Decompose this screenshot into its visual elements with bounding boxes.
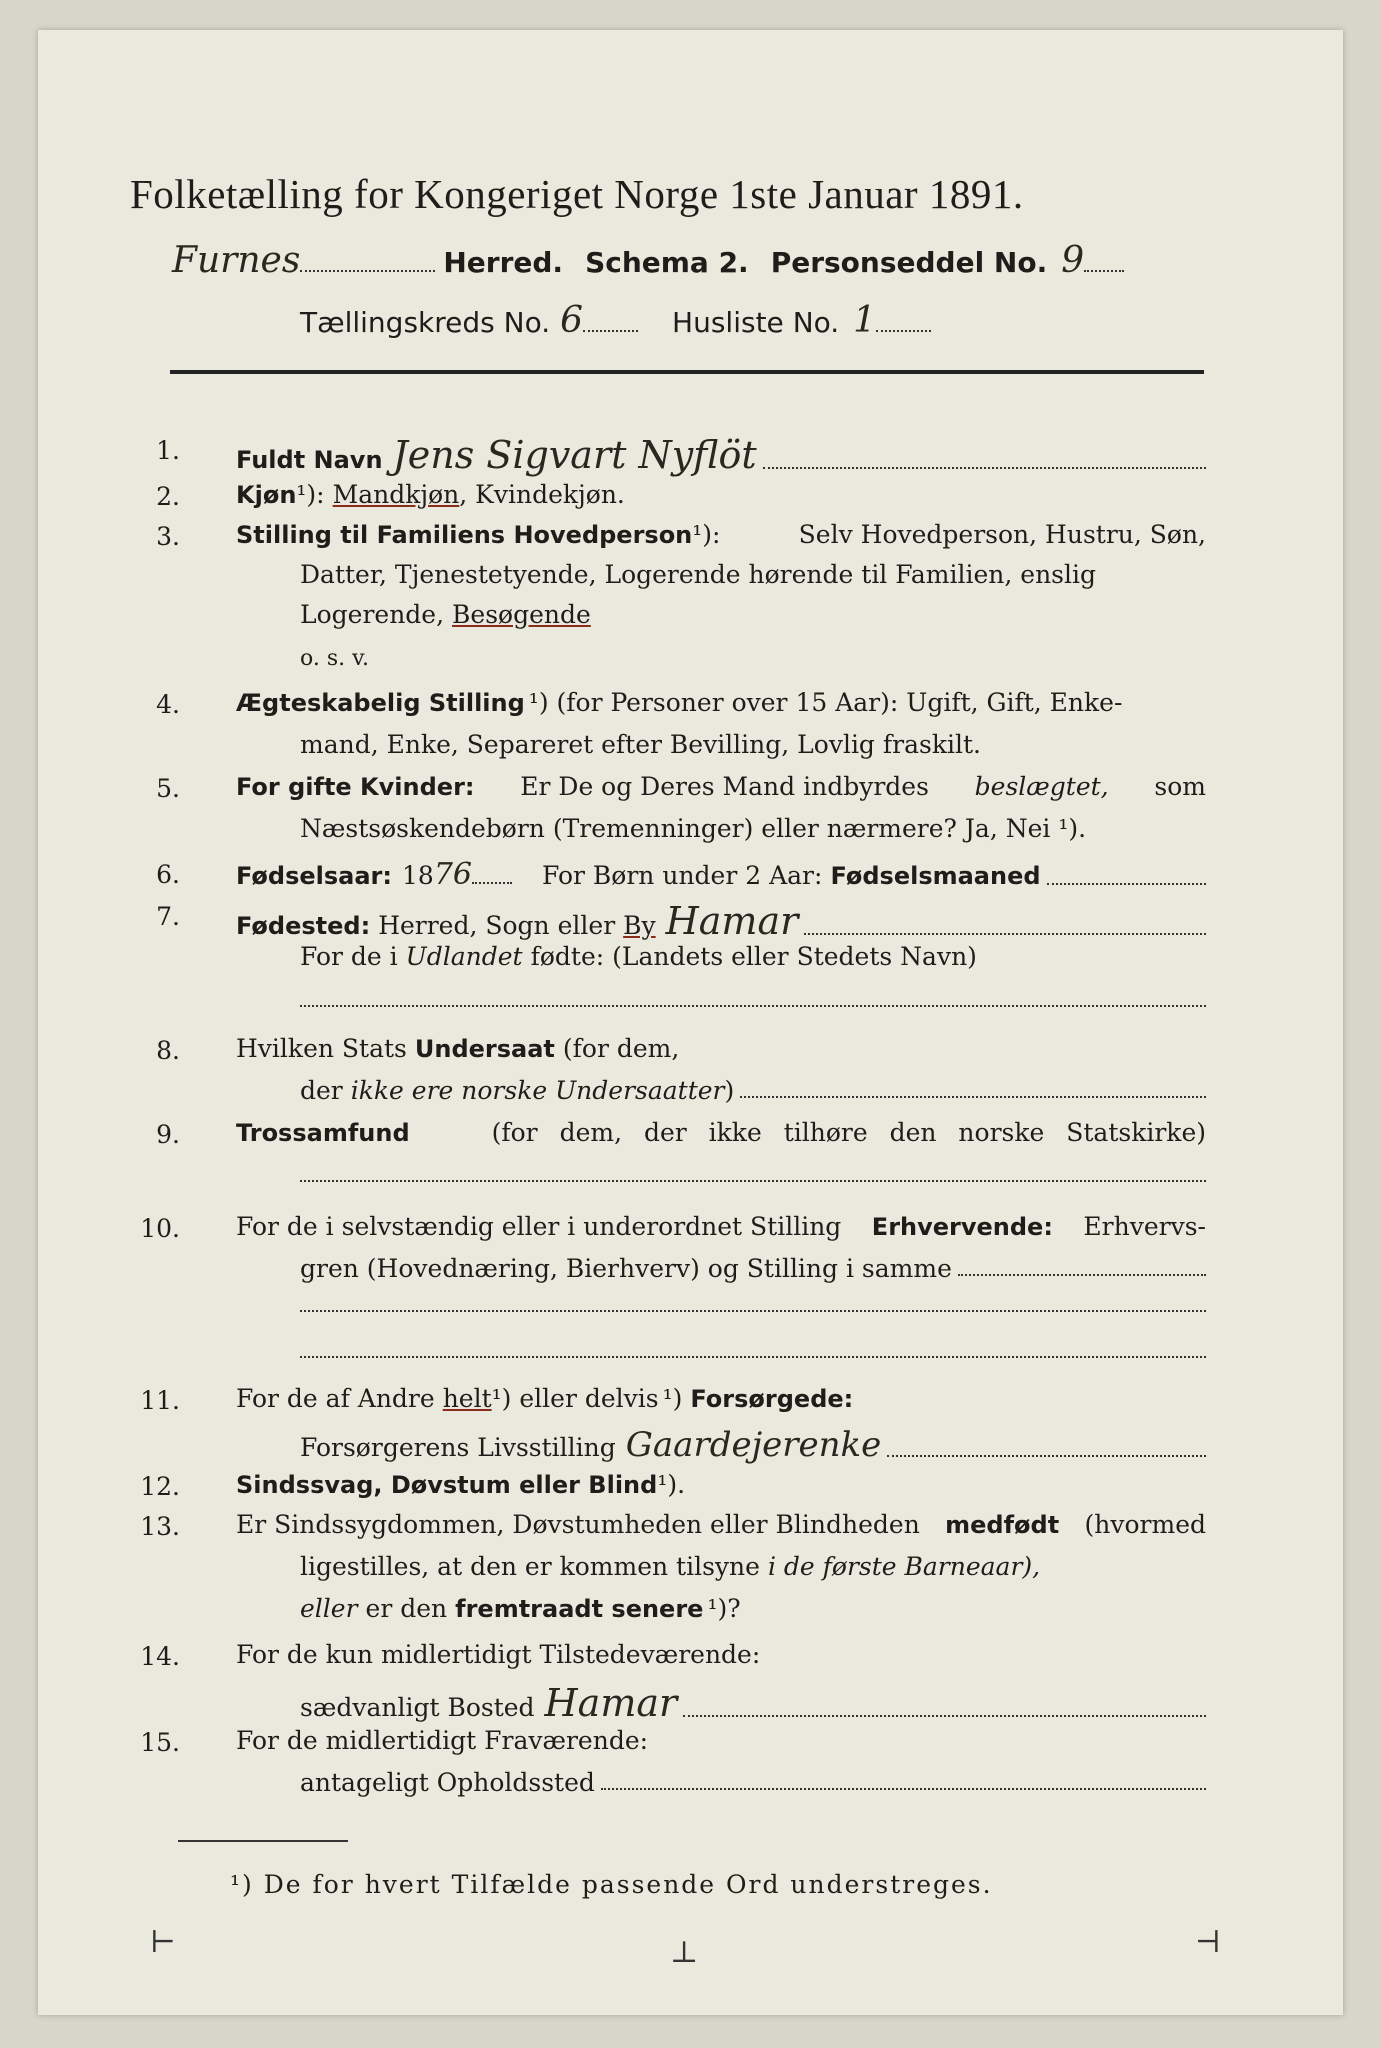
item-12-line — [236, 1472, 1206, 1497]
birth-year-prefix: 18 — [402, 861, 434, 890]
family-position-label: Stilling til Familiens Hovedperson — [236, 521, 693, 549]
citizenship-text-c: der — [300, 1076, 343, 1105]
item-7-line-a — [236, 899, 1206, 943]
item-2-line — [236, 482, 1206, 507]
occupation-text-a: For de i selvstændig eller i underordnet Stilling — [236, 1212, 842, 1241]
marital-label: Ægteskabelig Stilling — [236, 689, 525, 717]
husliste-label: Husliste No. — [672, 306, 840, 339]
page-title: Folketælling for Kongeriget Norge 1ste Januar 1891. — [130, 171, 1024, 217]
item-number: 1. — [156, 436, 180, 465]
citizenship-text-e: ) — [724, 1076, 735, 1105]
sup-mark: ¹): — [296, 480, 325, 509]
disability-label: Sindssvag, Døvstum eller Blind — [236, 1471, 658, 1499]
item-10-line-b — [300, 1256, 1206, 1281]
dotted-leader — [300, 270, 435, 272]
item-number: 6. — [156, 860, 180, 889]
item-number: 9. — [156, 1120, 180, 1149]
usual-residence-value: Hamar — [544, 1681, 678, 1725]
sup-mark: ¹): — [692, 520, 721, 549]
disability-onset-text-d: i de første Barneaar), — [767, 1552, 1041, 1581]
birthplace-label: Fødested: — [236, 912, 371, 940]
birthplace-options: Herred, Sogn eller — [378, 911, 616, 940]
corner-mark: ⊢ — [150, 1925, 176, 1960]
option-besogende: Besøgende — [452, 600, 591, 629]
religion-text: (for dem, der ikke tilhøre den norske Statskirke) — [491, 1118, 1206, 1147]
osv-text: o. s. v. — [300, 646, 369, 671]
birth-year-value: 76 — [433, 857, 472, 892]
disability-onset-text-a: Er Sindssygdommen, Døvstumheden eller Blindheden — [236, 1510, 920, 1539]
dotted-leader — [876, 330, 931, 332]
item-number: 4. — [156, 690, 180, 719]
supported-helt: helt — [442, 1384, 492, 1413]
item-number: 12. — [140, 1472, 180, 1501]
item-13-line-b — [300, 1554, 1206, 1579]
religion-label: Trossamfund — [236, 1119, 410, 1147]
item-number: 2. — [156, 482, 180, 511]
item-3-line-a — [236, 522, 1206, 547]
disability-onset-medfodt: medfødt — [945, 1511, 1060, 1539]
corner-mark: ⊣ — [1195, 1925, 1221, 1960]
married-women-som: som — [1154, 772, 1206, 801]
item-number: 10. — [140, 1214, 180, 1243]
blank-dotted-line — [300, 1005, 1206, 1007]
citizenship-label: Undersaat — [414, 1035, 555, 1063]
item-1-line — [236, 433, 1206, 477]
sex-label: Kjøn — [236, 481, 297, 509]
item-number: 7. — [156, 902, 180, 931]
item-11-line-b — [300, 1425, 1206, 1465]
citizenship-text-a: Hvilken Stats — [236, 1034, 407, 1063]
dotted-leader — [740, 1096, 1206, 1098]
abroad-text-a: For de i — [300, 942, 398, 971]
sup-mark: ¹). — [657, 1470, 686, 1499]
item-number: 14. — [140, 1642, 180, 1671]
citizenship-text-b: (for dem, — [562, 1034, 680, 1063]
occupation-text-c: gren (Hovednæring, Bierhverv) og Stilling i samme — [300, 1254, 952, 1283]
supported-text-a: For de af Andre — [236, 1384, 435, 1413]
item-number: 8. — [156, 1036, 180, 1065]
item-13-line-c — [300, 1596, 1206, 1621]
husliste-value: 1 — [853, 300, 877, 341]
married-women-text: Er De og Deres Mand indbyrdes — [520, 772, 929, 801]
item-9-line — [236, 1120, 1206, 1145]
provider-occupation-label: Forsørgerens Livsstilling — [300, 1433, 616, 1462]
item-13-line-a — [236, 1512, 1206, 1537]
children-under-2-text: For Børn under 2 Aar: — [542, 861, 823, 890]
header-rule — [170, 370, 1204, 374]
disability-onset-text-c: ligestilles, at den er kommen tilsyne — [300, 1552, 760, 1581]
marital-options-a: ¹) (for Personer over 15 Aar): Ugift, Gift, Enke- — [528, 688, 1123, 717]
kreds-label: Tællingskreds No. — [300, 306, 551, 339]
item-6-line — [236, 857, 1206, 892]
item-14-line-b — [300, 1681, 1206, 1725]
abroad-text-b: Udlandet — [405, 942, 523, 971]
item-8-line-a — [236, 1036, 1206, 1061]
blank-dotted-line — [300, 1180, 1206, 1182]
dotted-leader — [887, 1455, 1206, 1457]
dotted-leader — [763, 467, 1206, 469]
item-7-line-b — [300, 944, 1206, 969]
dotted-leader — [583, 330, 638, 332]
item-5-line-a — [236, 774, 1206, 799]
dotted-leader — [601, 1788, 1206, 1790]
blank-dotted-line — [300, 1310, 1206, 1312]
temporary-present-label: For de kun midlertidigt Tilstedeværende: — [236, 1640, 761, 1669]
sup-mark: ¹) — [662, 1384, 683, 1413]
birth-month-label: Fødselsmaaned — [830, 862, 1041, 890]
item-3-line-c — [300, 602, 1206, 627]
dotted-leader — [1084, 270, 1124, 272]
herred-value: Furnes — [172, 240, 301, 281]
personseddel-value: 9 — [1061, 240, 1085, 281]
birthplace-value: Hamar — [665, 899, 799, 943]
disability-onset-text-e: er den — [365, 1594, 448, 1623]
provider-occupation-value: Gaardejerenke — [625, 1425, 882, 1465]
related-word: beslægtet, — [974, 772, 1109, 801]
dotted-leader — [958, 1274, 1206, 1276]
occupation-text-b: Erhvervs- — [1083, 1212, 1206, 1241]
item-number: 3. — [156, 522, 180, 551]
kreds-value: 6 — [560, 300, 584, 341]
usual-residence-label: sædvanligt Bosted — [300, 1693, 535, 1722]
center-mark: ⊥ — [670, 1935, 699, 1970]
schema-label: Schema 2. — [585, 246, 749, 279]
item-15-line-b — [300, 1770, 1206, 1795]
item-number: 11. — [140, 1386, 180, 1415]
personseddel-label: Personseddel No. — [770, 246, 1048, 279]
item-number: 15. — [140, 1728, 180, 1757]
kreds-line — [300, 300, 931, 341]
sex-option-rest: , Kvindekjøn. — [459, 480, 625, 509]
full-name-value: Jens Sigvart Nyflöt — [392, 433, 757, 477]
married-women-options: Næstsøskendebørn (Tremenninger) eller nærmere? Ja, Nei ¹). — [300, 814, 1087, 843]
herred-label: Herred. — [443, 246, 564, 279]
citizenship-text-d: ikke ere norske Undersaatter — [350, 1076, 725, 1105]
probable-residence-label: antageligt Opholdssted — [300, 1768, 595, 1797]
option-logerende: Logerende, — [300, 600, 445, 629]
full-name-label: Fuldt Navn — [236, 446, 383, 474]
dotted-leader — [472, 882, 512, 884]
married-women-label: For gifte Kvinder: — [236, 773, 475, 801]
disability-onset-eller: eller — [300, 1594, 358, 1623]
disability-onset-later: fremtraadt senere — [455, 1595, 704, 1623]
blank-dotted-line — [300, 1356, 1206, 1358]
disability-onset-text-b: (hvormed — [1084, 1510, 1206, 1539]
sup-mark: ¹)? — [707, 1594, 741, 1623]
dotted-leader — [804, 933, 1206, 935]
sex-option-male: Mandkjøn — [332, 480, 460, 509]
dotted-leader — [1047, 883, 1206, 885]
item-number: 5. — [156, 774, 180, 803]
item-8-line-b — [300, 1078, 1206, 1103]
item-10-line-a — [236, 1214, 1206, 1239]
supported-text-b: ¹) eller delvis — [491, 1384, 659, 1413]
family-position-options-b: Datter, Tjenestetyende, Logerende hørende til Familien, enslig — [300, 560, 1097, 589]
abroad-text-c: fødte: (Landets eller Stedets Navn) — [530, 942, 977, 971]
birth-year-label: Fødselsaar: — [236, 862, 392, 890]
occupation-label: Erhvervende: — [871, 1213, 1053, 1241]
temporary-absent-label: For de midlertidigt Fraværende: — [236, 1726, 649, 1755]
footnote: ¹) De for hvert Tilfælde passende Ord understreges. — [230, 1870, 993, 1899]
supported-label: Forsørgede: — [690, 1385, 854, 1413]
herred-line — [172, 240, 1124, 281]
dotted-leader — [683, 1715, 1206, 1717]
item-11-line-a — [236, 1386, 1206, 1411]
item-number: 13. — [140, 1512, 180, 1541]
item-4-line-a — [236, 690, 1206, 715]
birthplace-by: By — [623, 911, 656, 940]
footnote-rule — [178, 1840, 348, 1842]
family-position-options-a: Selv Hovedperson, Hustru, Søn, — [798, 520, 1206, 549]
marital-options-b: mand, Enke, Separeret efter Bevilling, Lovlig fraskilt. — [300, 730, 981, 759]
